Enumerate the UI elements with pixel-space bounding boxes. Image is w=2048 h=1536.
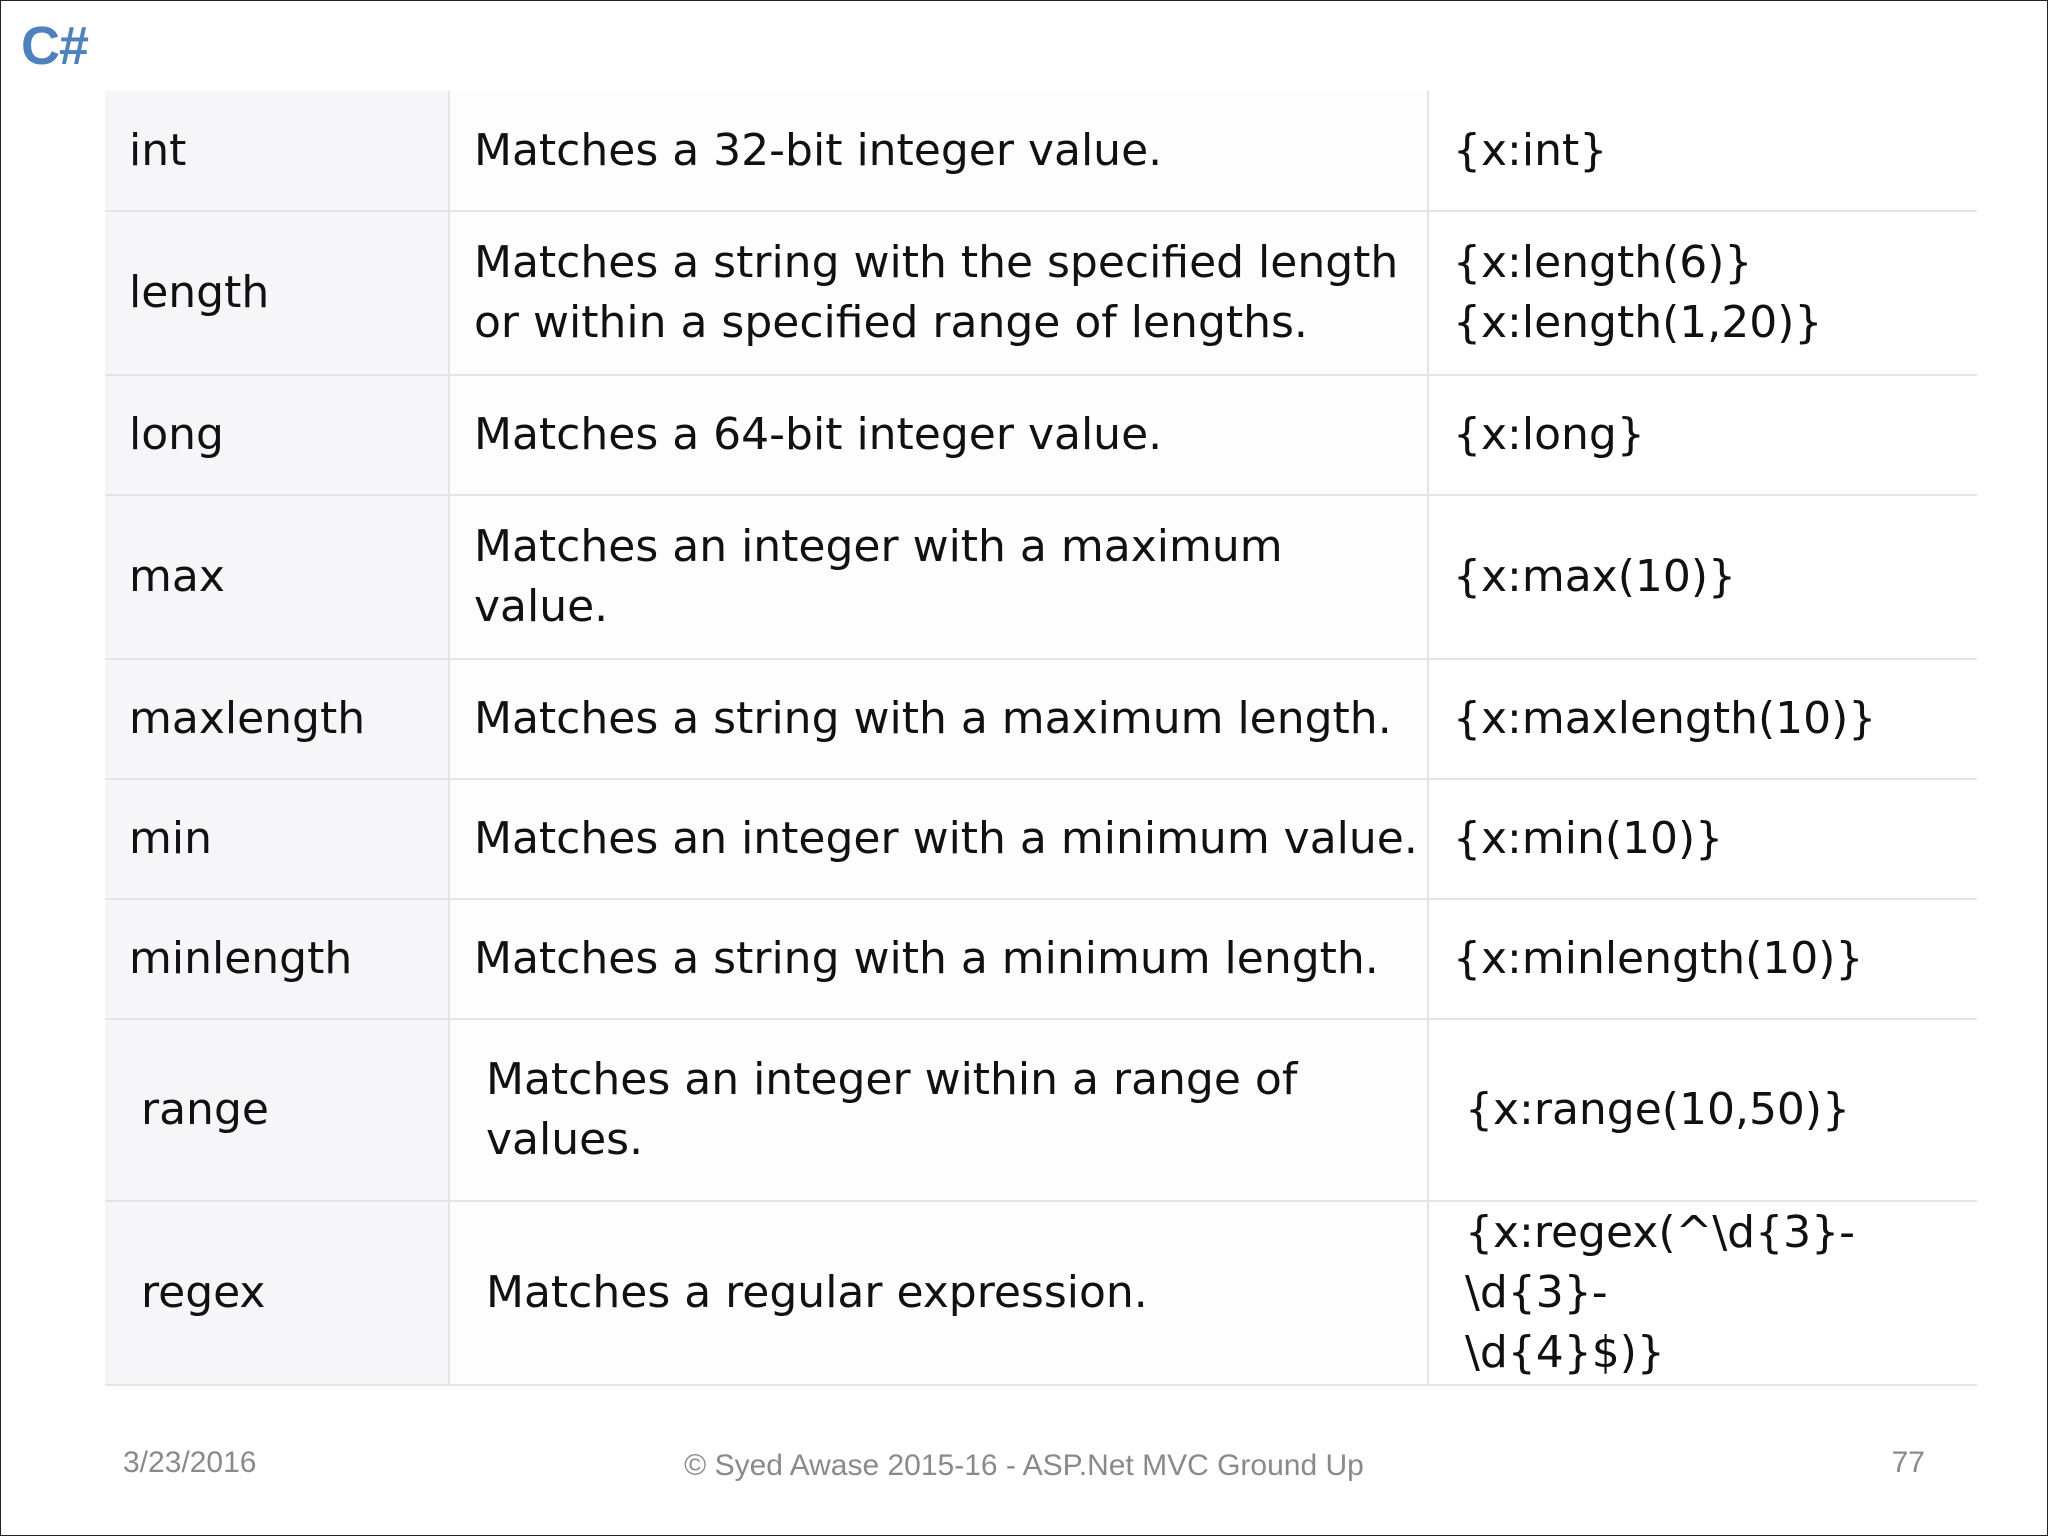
description-line: Matches a 64-bit integer value. [474,409,1163,460]
table-row [105,779,1977,899]
example-line: {x:length(1,20)} [1453,297,1823,348]
example-line: {x:max(10)} [1453,551,1737,602]
description-line: Matches a string with a maximum length. [474,693,1392,744]
description-line: value. [474,581,609,632]
example-line: {x:regex(^\d{3}-\d{3}- [1465,1207,1855,1318]
description-line: Matches a string with a minimum length. [474,933,1379,984]
example-cell [1428,375,1977,495]
description-line: Matches an integer with a minimum value. [474,813,1418,864]
description-line: Matches a regular expression. [486,1267,1148,1318]
description-cell [449,495,1428,659]
example-line: \d{4}$)} [1465,1327,1665,1378]
page-number: 77 [1891,1446,1925,1479]
example-cell [1428,211,1977,375]
csharp-logo: C# [21,16,89,76]
constraint-name-cell: max [105,495,449,659]
example-cell [1428,495,1977,659]
table-row [105,211,1977,375]
table-row [105,899,1977,1019]
constraint-name-cell: maxlength [105,659,449,779]
table-row [105,375,1977,495]
description-line: values. [486,1114,644,1165]
constraint-name-cell: minlength [105,899,449,1019]
example-line: {x:range(10,50)} [1465,1084,1851,1135]
table-row [105,1019,1977,1201]
table-row [105,91,1977,211]
footer-date: 3/23/2016 [123,1446,257,1479]
table-row [105,495,1977,659]
example-cell [1428,1019,1977,1201]
example-line: {x:int} [1453,124,1608,176]
constraint-name-cell: range [105,1019,449,1201]
example-line: {x:length(6)} [1453,237,1753,288]
example-line: {x:min(10)} [1453,813,1724,864]
example-line: {x:long} [1453,409,1645,460]
constraint-name-cell: int [105,91,449,211]
description-line: or within a specified range of lengths. [474,297,1308,348]
description-cell [449,1019,1428,1201]
description-cell [449,899,1428,1019]
description-line: Matches an integer within a range of [486,1054,1298,1105]
description-cell [449,779,1428,899]
example-cell [1428,659,1977,779]
description-line: Matches an integer with a maximum [474,521,1283,572]
constraint-name-cell: long [105,375,449,495]
constraint-name-cell: length [105,211,449,375]
example-line: {x:maxlength(10)} [1453,693,1877,744]
description-line: Matches a 32-bit integer value. [474,124,1163,176]
description-cell [449,211,1428,375]
route-constraints-table [105,91,1977,1386]
example-line: {x:minlength(10)} [1453,933,1864,984]
description-cell [449,91,1428,211]
description-cell [449,659,1428,779]
example-cell [1428,91,1977,211]
description-cell [449,375,1428,495]
example-cell [1428,1201,1977,1385]
footer-copyright: © Syed Awase 2015-16 - ASP.Net MVC Ground Up [684,1449,1364,1482]
table-row [105,659,1977,779]
example-cell [1428,899,1977,1019]
constraint-name-cell: regex [105,1201,449,1385]
constraint-name-cell: min [105,779,449,899]
table-row [105,1201,1977,1385]
description-line: Matches a string with the specified length [474,237,1399,288]
example-cell [1428,779,1977,899]
description-cell [449,1201,1428,1385]
